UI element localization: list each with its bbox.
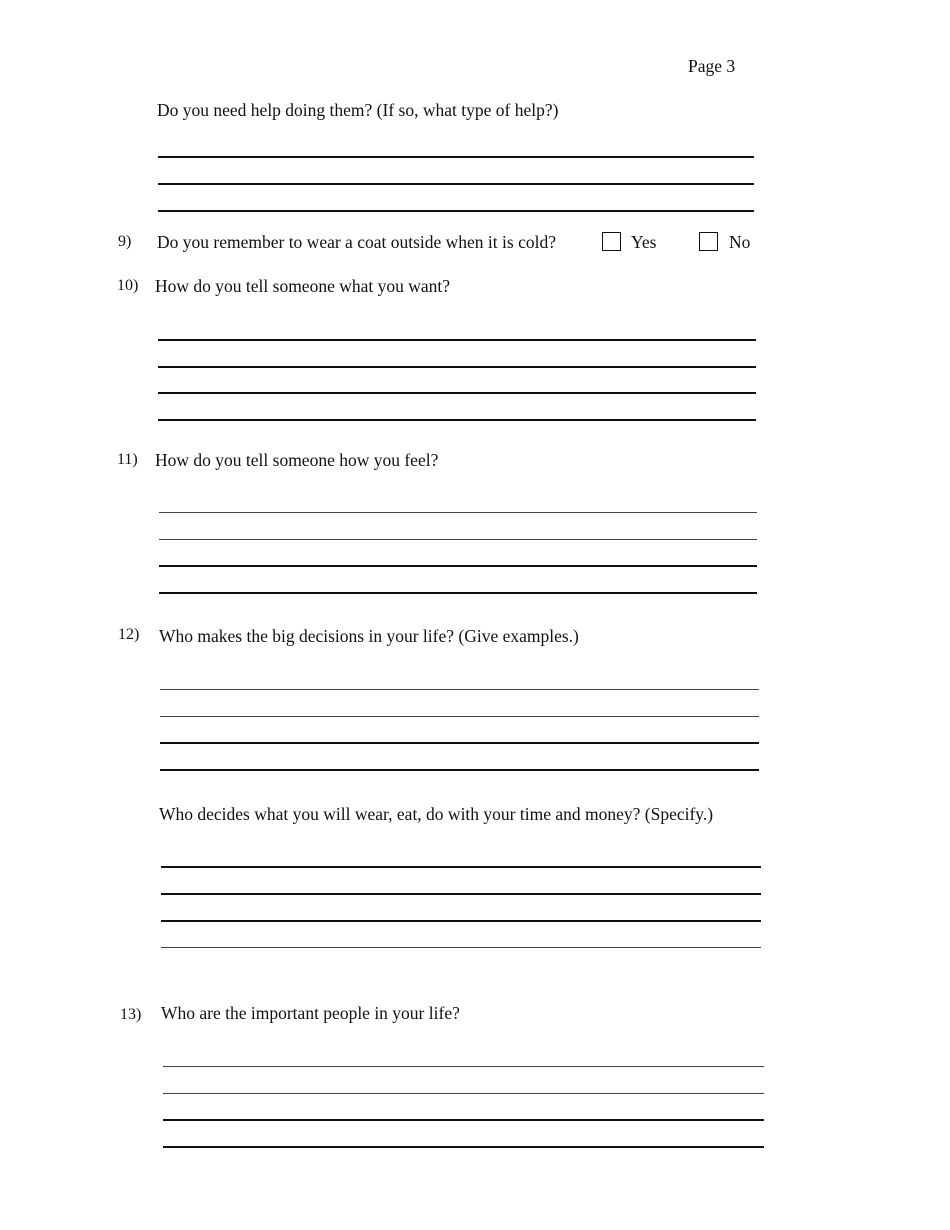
answer-line[interactable] bbox=[161, 920, 761, 922]
answer-line[interactable] bbox=[160, 716, 759, 717]
q9-number: 9) bbox=[118, 233, 132, 250]
answer-line[interactable] bbox=[160, 769, 759, 771]
answer-line[interactable] bbox=[163, 1093, 764, 1094]
answer-line[interactable] bbox=[159, 539, 757, 540]
no-checkbox[interactable] bbox=[699, 232, 718, 251]
answer-line[interactable] bbox=[160, 742, 759, 744]
answer-line[interactable] bbox=[163, 1119, 764, 1121]
answer-line[interactable] bbox=[158, 392, 756, 394]
q10-text: How do you tell someone what you want? bbox=[155, 276, 451, 296]
answer-line[interactable] bbox=[158, 183, 754, 185]
q12-text: Who makes the big decisions in your life? (Give examples.) bbox=[159, 626, 579, 646]
answer-line[interactable] bbox=[161, 866, 761, 868]
answer-line[interactable] bbox=[161, 947, 761, 948]
answer-line[interactable] bbox=[158, 339, 756, 341]
answer-line[interactable] bbox=[163, 1066, 764, 1067]
q12-number: 12) bbox=[118, 626, 140, 643]
answer-line[interactable] bbox=[159, 565, 757, 567]
q12-subquestion-text: Who decides what you will wear, eat, do with your time and money? (Specify.) bbox=[159, 804, 714, 824]
answer-line[interactable] bbox=[160, 689, 759, 690]
answer-line[interactable] bbox=[158, 210, 754, 212]
answer-line[interactable] bbox=[161, 893, 761, 895]
yes-checkbox[interactable] bbox=[602, 232, 621, 251]
yes-label: Yes bbox=[631, 232, 657, 252]
q9-text: Do you remember to wear a coat outside when it is cold? bbox=[157, 232, 556, 252]
answer-line[interactable] bbox=[163, 1146, 764, 1148]
q10-number: 10) bbox=[117, 277, 139, 294]
q11-text: How do you tell someone how you feel? bbox=[155, 450, 439, 470]
q13-text: Who are the important people in your life? bbox=[161, 1003, 460, 1023]
answer-line[interactable] bbox=[158, 419, 756, 421]
answer-line[interactable] bbox=[158, 366, 756, 368]
q8-followup-text: Do you need help doing them? (If so, what type of help?) bbox=[157, 100, 559, 120]
q11-number: 11) bbox=[117, 451, 138, 468]
answer-line[interactable] bbox=[158, 156, 754, 158]
answer-line[interactable] bbox=[159, 512, 757, 513]
no-label: No bbox=[729, 232, 751, 252]
answer-line[interactable] bbox=[159, 592, 757, 594]
q13-number: 13) bbox=[120, 1006, 142, 1023]
page-number: Page 3 bbox=[688, 56, 736, 76]
